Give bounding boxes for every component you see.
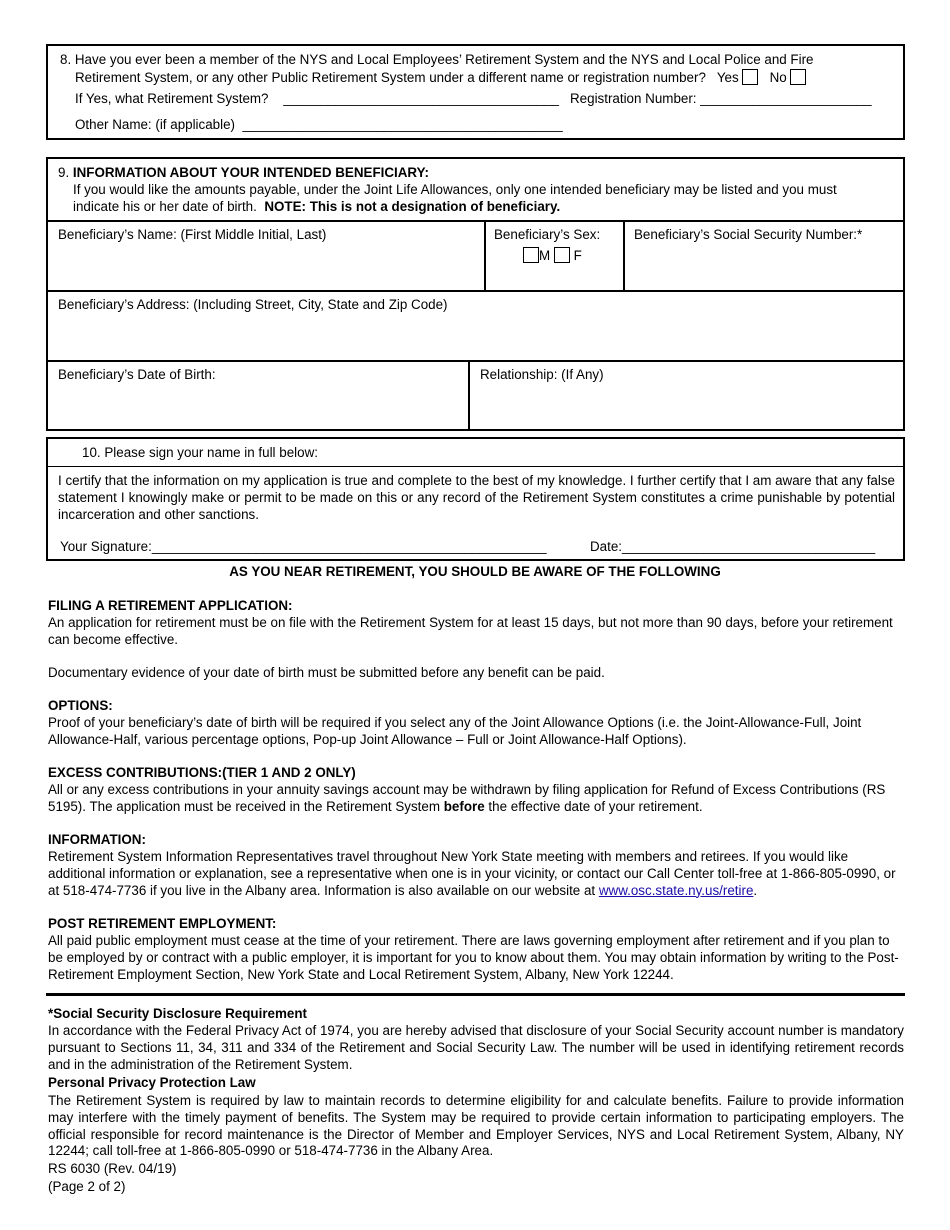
divider [48,466,903,467]
registration-number-field[interactable]: _______________________ [700,91,872,106]
relationship-label: Relationship: (If Any) [480,367,604,382]
beneficiary-ssn-field[interactable] [626,222,903,288]
yes-label: Yes [716,70,739,85]
registration-number-row [570,91,872,108]
section-10-title: 10. Please sign your name in full below: [82,445,318,460]
sex-m-label: M [539,248,551,263]
excess-text [48,782,904,816]
options-heading: OPTIONS: [48,698,113,713]
sex-f-checkbox[interactable] [554,247,570,263]
section-9-note: NOTE: This is not a designation of beneficiary. [264,199,561,214]
beneficiary-sex-label: Beneficiary’s Sex: [494,227,601,242]
info-text: Retirement System Information Representatives travel throughout New York State meeting with members and retirees. If you would like additional information or explanation, see a representative when one is in your vicinity, or contact our Call Center toll-free at 1-866-805-0990, or at 518-474-7736 if you live in the Albany area. Information is also available on our website at www.osc.state.ny.us/retire. [48,849,896,898]
excess-text-b: the effective date of your retirement. [488,798,703,814]
beneficiary-name-label: Beneficiary’s Name: (First Middle Initial, Last) [58,227,327,242]
signature-label: Your Signature: [60,539,152,554]
section-9-title [58,165,429,182]
section-9-beneficiary [46,157,905,431]
options-text: Proof of your beneficiary’s date of birth will be required if you select any of the Joint Allowance Options (i.e. the Joint-Allowance-Full, Joint Allowance-Half, various percentage options, Pop-up Joint Allowance – Full or Joint Allowance-Half Options). [48,715,862,747]
section-9-number: 9. [58,165,70,180]
yes-checkbox[interactable] [742,69,758,85]
question-8-line2 [75,69,806,87]
date-row [590,539,875,556]
retirement-system-row [75,91,559,108]
beneficiary-dob-field[interactable] [50,362,466,429]
divider [623,220,625,290]
no-checkbox[interactable] [790,69,806,85]
divider [46,993,905,996]
section-9-heading: INFORMATION ABOUT YOUR INTENDED BENEFICIARY: [72,165,429,180]
registration-label: Registration Number: [570,91,697,106]
privacy-text: The Retirement System is required by law to maintain records to determine eligibility for and calculate benefits. Failure to provide information may interfere with the timely payment of benefits. The System may be required to provide certain information to participating employers. The official responsible for record maintenance is the Director of Member and Employer Services, NYS and Local Retirement System, Albany, NY 12244; call toll-free at 1-866-805-0990 or 518-474-7736 in the Albany Area. [48,1093,904,1159]
excess-heading: EXCESS CONTRIBUTIONS:(TIER 1 AND 2 ONLY) [48,765,356,780]
if-yes-label: If Yes, what Retirement System? [75,91,269,106]
filing-text-2: Documentary evidence of your date of birth must be submitted before any benefit can be paid. [48,665,605,680]
excess-text-bold: before [443,798,485,814]
section-9-desc-line2-text: indicate his or her date of birth. [73,199,257,214]
divider [468,360,470,431]
other-name-row [75,117,563,134]
date-label: Date: [590,539,623,554]
beneficiary-address-label: Beneficiary’s Address: (Including Street, City, State and Zip Code) [58,297,448,312]
signature-row [60,539,547,556]
info-text-body: Retirement System Information Representatives travel throughout New York State meeting with members and retirees. If you would like additional information or explanation, see a representative when one is in your vicinity, or contact our Call Center toll-free at 1-866-805-0990, or at 518-474-7736 if you live in the Albany area. Information is also available on our website at [48,849,896,898]
beneficiary-ssn-label: Beneficiary’s Social Security Number:* [634,227,863,242]
beneficiary-address-field[interactable] [50,292,903,358]
divider [484,220,486,290]
post-text: All paid public employment must cease at the time of your retirement. There are laws governing employment after retirement and if you plan to be employed by or contract with a public employer, it is important for you to know about them. You may obtain information by writing to the Post-Retirement Employment Section, New York State and Local Retirement System, Albany, New York 12244. [48,933,899,982]
beneficiary-name-field[interactable] [50,222,482,288]
retirement-system-field[interactable]: _____________________________________ [283,91,559,106]
excess-text-a: All or any excess contributions in your annuity savings account may be withdrawn by filing application for Refund of Excess Contributions (RS 5195). The application must be received in the Retirement System [48,782,886,814]
sex-f-label: F [573,248,582,263]
section-9-desc-line1: If you would like the amounts payable, under the Joint Life Allowances, only one intended beneficiary may be listed and you must [73,182,837,197]
website-link[interactable]: www.osc.state.ny.us/retire [598,882,754,898]
section-10-signature [46,437,905,561]
beneficiary-dob-label: Beneficiary’s Date of Birth: [58,367,216,382]
filing-heading: FILING A RETIREMENT APPLICATION: [48,598,293,613]
question-8-line1: 8. Have you ever been a member of the NYS and Local Employees’ Retirement System and the NYS and Local Police and Fire [60,52,814,67]
ssn-disclosure-text: In accordance with the Federal Privacy Act of 1974, you are hereby advised that disclosure of your Social Security account number is mandatory pursuant to Sections 11, 34, 311 and 334 of the Retirement and Social Security Law. The number will be used in identifying retirement records and in the administration of the Retirement System. [48,1023,904,1072]
relationship-field[interactable] [472,362,903,429]
info-heading: INFORMATION: [48,832,146,847]
post-heading: POST RETIREMENT EMPLOYMENT: [48,916,277,931]
form-id: RS 6030 (Rev. 04/19) [48,1161,177,1176]
date-field[interactable]: __________________________________ [622,539,876,554]
question-8-line2-text: Retirement System, or any other Public Retirement System under a different name or registration number? [75,70,706,85]
signature-field[interactable]: _____________________________________________________ [151,539,547,554]
privacy-heading: Personal Privacy Protection Law [48,1075,256,1090]
other-name-label: Other Name: (if applicable) [75,117,236,132]
page-number: (Page 2 of 2) [48,1179,126,1194]
certification-text: I certify that the information on my application is true and complete to the best of my knowledge. I further certify that I am aware that any false statement I knowingly make or permit to be made on this or any record of the Retirement System constitutes a crime punishable by potential incarceration and other sanctions. [58,473,895,522]
other-name-field[interactable]: ___________________________________________ [242,117,563,132]
beneficiary-sex-options [523,247,582,265]
no-label: No [769,70,787,85]
notice-heading: AS YOU NEAR RETIREMENT, YOU SHOULD BE AWARE OF THE FOLLOWING [229,564,721,579]
sex-m-checkbox[interactable] [523,247,539,263]
ssn-disclosure-heading: *Social Security Disclosure Requirement [48,1006,307,1021]
section-8-prior-membership [46,44,905,140]
filing-text: An application for retirement must be on file with the Retirement System for at least 15 days, but not more than 90 days, before your retirement can become effective. [48,615,893,647]
section-9-desc-line2 [73,199,560,216]
